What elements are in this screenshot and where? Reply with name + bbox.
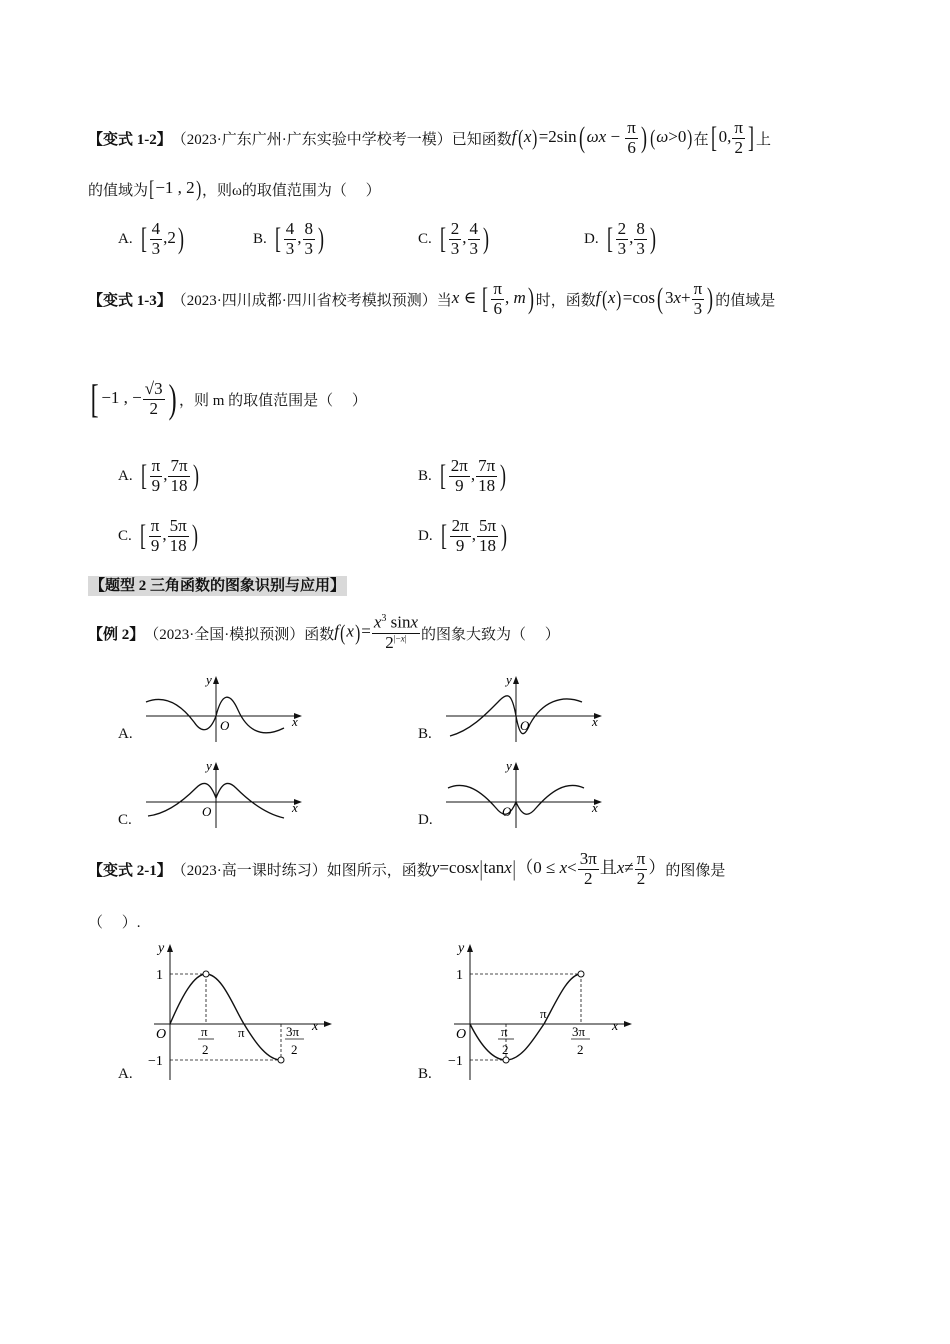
q13-text2: 时，函数 — [535, 292, 596, 309]
y-tick-1: 1 — [156, 968, 163, 983]
x-label: x — [292, 800, 298, 815]
q12-range: [−1 , 2) — [149, 176, 201, 201]
option-label: D. — [418, 812, 433, 828]
q13-tag: 【变式 1-3】 — [88, 292, 172, 309]
graph-2b — [436, 938, 646, 1083]
x-tick-pi-den: 2 — [502, 1042, 509, 1057]
q12-interval: [ 0, $\frac{\pi}{2}$ ] — [710, 117, 755, 157]
graph-a — [142, 672, 312, 742]
origin-label: O — [502, 804, 512, 819]
x-label: x — [292, 714, 298, 729]
y-label: y — [458, 941, 465, 956]
q13-text1: 当 — [436, 292, 452, 309]
option-label: B. — [253, 230, 267, 247]
x-tick-pi-num: π — [501, 1024, 508, 1039]
q12-option-b[interactable]: B. [ $\frac{4}{3}$ , $\frac{8}{3}$ ) — [253, 218, 325, 258]
q21-function: y=cosx|tanx|（0 ≤ x< $\frac{3\pi}{2}$ 且x≠ $\frac{\pi}{2}$ ） — [431, 848, 666, 888]
option-label: D. — [584, 230, 599, 247]
x-tick-3pi-num: 3π — [286, 1024, 300, 1039]
q12-options — [118, 214, 818, 264]
graph-d — [442, 758, 612, 828]
x-tick-pi: π — [238, 1025, 245, 1040]
x-label: x — [312, 1019, 319, 1034]
q12-option-a[interactable]: A. [ $\frac{4}{3}$ ,2) — [118, 218, 184, 258]
graph-2a — [136, 938, 346, 1083]
x-tick-pi-num: π — [201, 1024, 208, 1039]
q13-interval: x ∈ [ $\frac{\pi}{6}$ , m) — [451, 278, 534, 318]
q13-line2 — [88, 372, 367, 426]
x-tick-3pi-num: 3π — [572, 1024, 586, 1039]
q21-option-b[interactable] — [418, 938, 678, 1088]
option-label: A. — [118, 726, 133, 742]
q13-range: [ −1 , − $\frac{√3}{2}$ ) — [90, 376, 177, 421]
option-label: B. — [418, 467, 432, 484]
option-label: D. — [418, 527, 433, 544]
q13-option-b[interactable]: B. [ $\frac{2\pi}{9}$ , $\frac{7\pi}{18}$ ) — [418, 455, 507, 495]
q12-text4: 的值域为 — [88, 182, 149, 199]
q12-source: （2023·广东广州·广东实验中学校考一模） — [171, 131, 452, 148]
q13-option-c[interactable]: C. [ $\frac{\pi}{9}$ , $\frac{5\pi}{18}$ ) — [118, 515, 198, 555]
section-heading: 【题型 2 三角函数的图象识别与应用】 — [90, 578, 346, 594]
graph-b — [442, 672, 612, 742]
q12-text1: 已知函数 — [451, 131, 512, 148]
ex2-option-a[interactable] — [118, 672, 318, 750]
ex2-tag: 【例 2】 — [88, 626, 145, 643]
y-tick-neg1: −1 — [148, 1054, 163, 1069]
q21-tag: 【变式 2-1】 — [88, 862, 172, 879]
y-tick-1: 1 — [456, 968, 463, 983]
ex2-option-b[interactable] — [418, 672, 618, 750]
q13-function: f(x)=cos( 3x+ $\frac{\pi}{3}$ ) — [595, 278, 714, 318]
origin-label: O — [220, 718, 230, 733]
ex2-function: f(x)= $\frac{x^3 \sin x}{2^{|-x|}}$ — [334, 613, 418, 652]
graph-c — [142, 758, 312, 828]
ex2-source: （2023·全国·模拟预测） — [144, 626, 305, 643]
ex2-option-d[interactable] — [418, 758, 618, 836]
q13-text4: ，则 m 的取值范围是（ ） — [178, 392, 367, 409]
option-label: B. — [418, 726, 432, 742]
q12-text5: ，则ω的取值范围为（ ） — [202, 182, 381, 199]
ex2-text1: 函数 — [304, 626, 335, 643]
option-label: C. — [118, 527, 132, 544]
q21-text1: 如图所示，函数 — [326, 862, 432, 879]
q12-function: f(x)=2sin( ωx − $\frac{\pi}{6}$ ) (ω>0) — [511, 117, 693, 157]
q13-option-a[interactable]: A. [ $\frac{\pi}{9}$ , $\frac{7\pi}{18}$ ) — [118, 455, 199, 495]
q21-line1 — [88, 846, 725, 892]
q12-option-d[interactable]: D. [ $\frac{2}{3}$ , $\frac{8}{3}$ ) — [584, 218, 656, 258]
q13-source: （2023·四川成都·四川省校考模拟预测） — [171, 292, 437, 309]
origin-label: O — [456, 1027, 467, 1042]
q13-line1 — [88, 276, 775, 322]
q13-option-d[interactable]: D. [ $\frac{2\pi}{9}$ , $\frac{5\pi}{18}$ ) — [418, 515, 508, 555]
q21-text2: 的图像是 — [665, 862, 726, 879]
q12-text2: 在 — [693, 131, 709, 148]
q12-tag: 【变式 1-2】 — [88, 131, 172, 148]
q21-option-a[interactable] — [118, 938, 378, 1088]
option-label: C. — [118, 812, 132, 828]
option-label: C. — [418, 230, 432, 247]
origin-label: O — [202, 804, 212, 819]
option-label: A. — [118, 1066, 133, 1082]
x-label: x — [592, 800, 598, 815]
option-label: B. — [418, 1066, 432, 1082]
option-label: A. — [118, 467, 133, 484]
ex2-line — [88, 610, 560, 656]
origin-label: O — [156, 1027, 167, 1042]
x-tick-pi-den: 2 — [202, 1042, 209, 1057]
ex2-option-c[interactable] — [118, 758, 318, 836]
x-label: x — [592, 714, 598, 729]
y-label: y — [206, 758, 212, 773]
y-label: y — [506, 672, 512, 687]
x-tick-3pi-den: 2 — [577, 1042, 584, 1057]
option-label: A. — [118, 230, 133, 247]
origin-label: O — [520, 718, 530, 733]
x-label: x — [612, 1019, 619, 1034]
q13-options — [118, 450, 718, 565]
q21-source: （2023·高一课时练习） — [171, 862, 327, 879]
q21-line2: （ ）. — [88, 915, 141, 931]
x-tick-3pi-den: 2 — [291, 1042, 298, 1057]
q12-text3: 上 — [756, 131, 772, 148]
q12-option-c[interactable]: C. [ $\frac{2}{3}$ , $\frac{4}{3}$ ) — [418, 218, 490, 258]
q13-text3: 的值域是 — [715, 292, 776, 309]
ex2-text2: 的图象大致为（ ） — [421, 626, 560, 643]
q12-line1 — [88, 118, 771, 158]
q12-line2 — [88, 176, 381, 202]
y-label: y — [206, 672, 212, 687]
y-label: y — [506, 758, 512, 773]
x-tick-pi: π — [540, 1006, 547, 1021]
y-tick-neg1: −1 — [448, 1054, 463, 1069]
y-label: y — [158, 941, 165, 956]
